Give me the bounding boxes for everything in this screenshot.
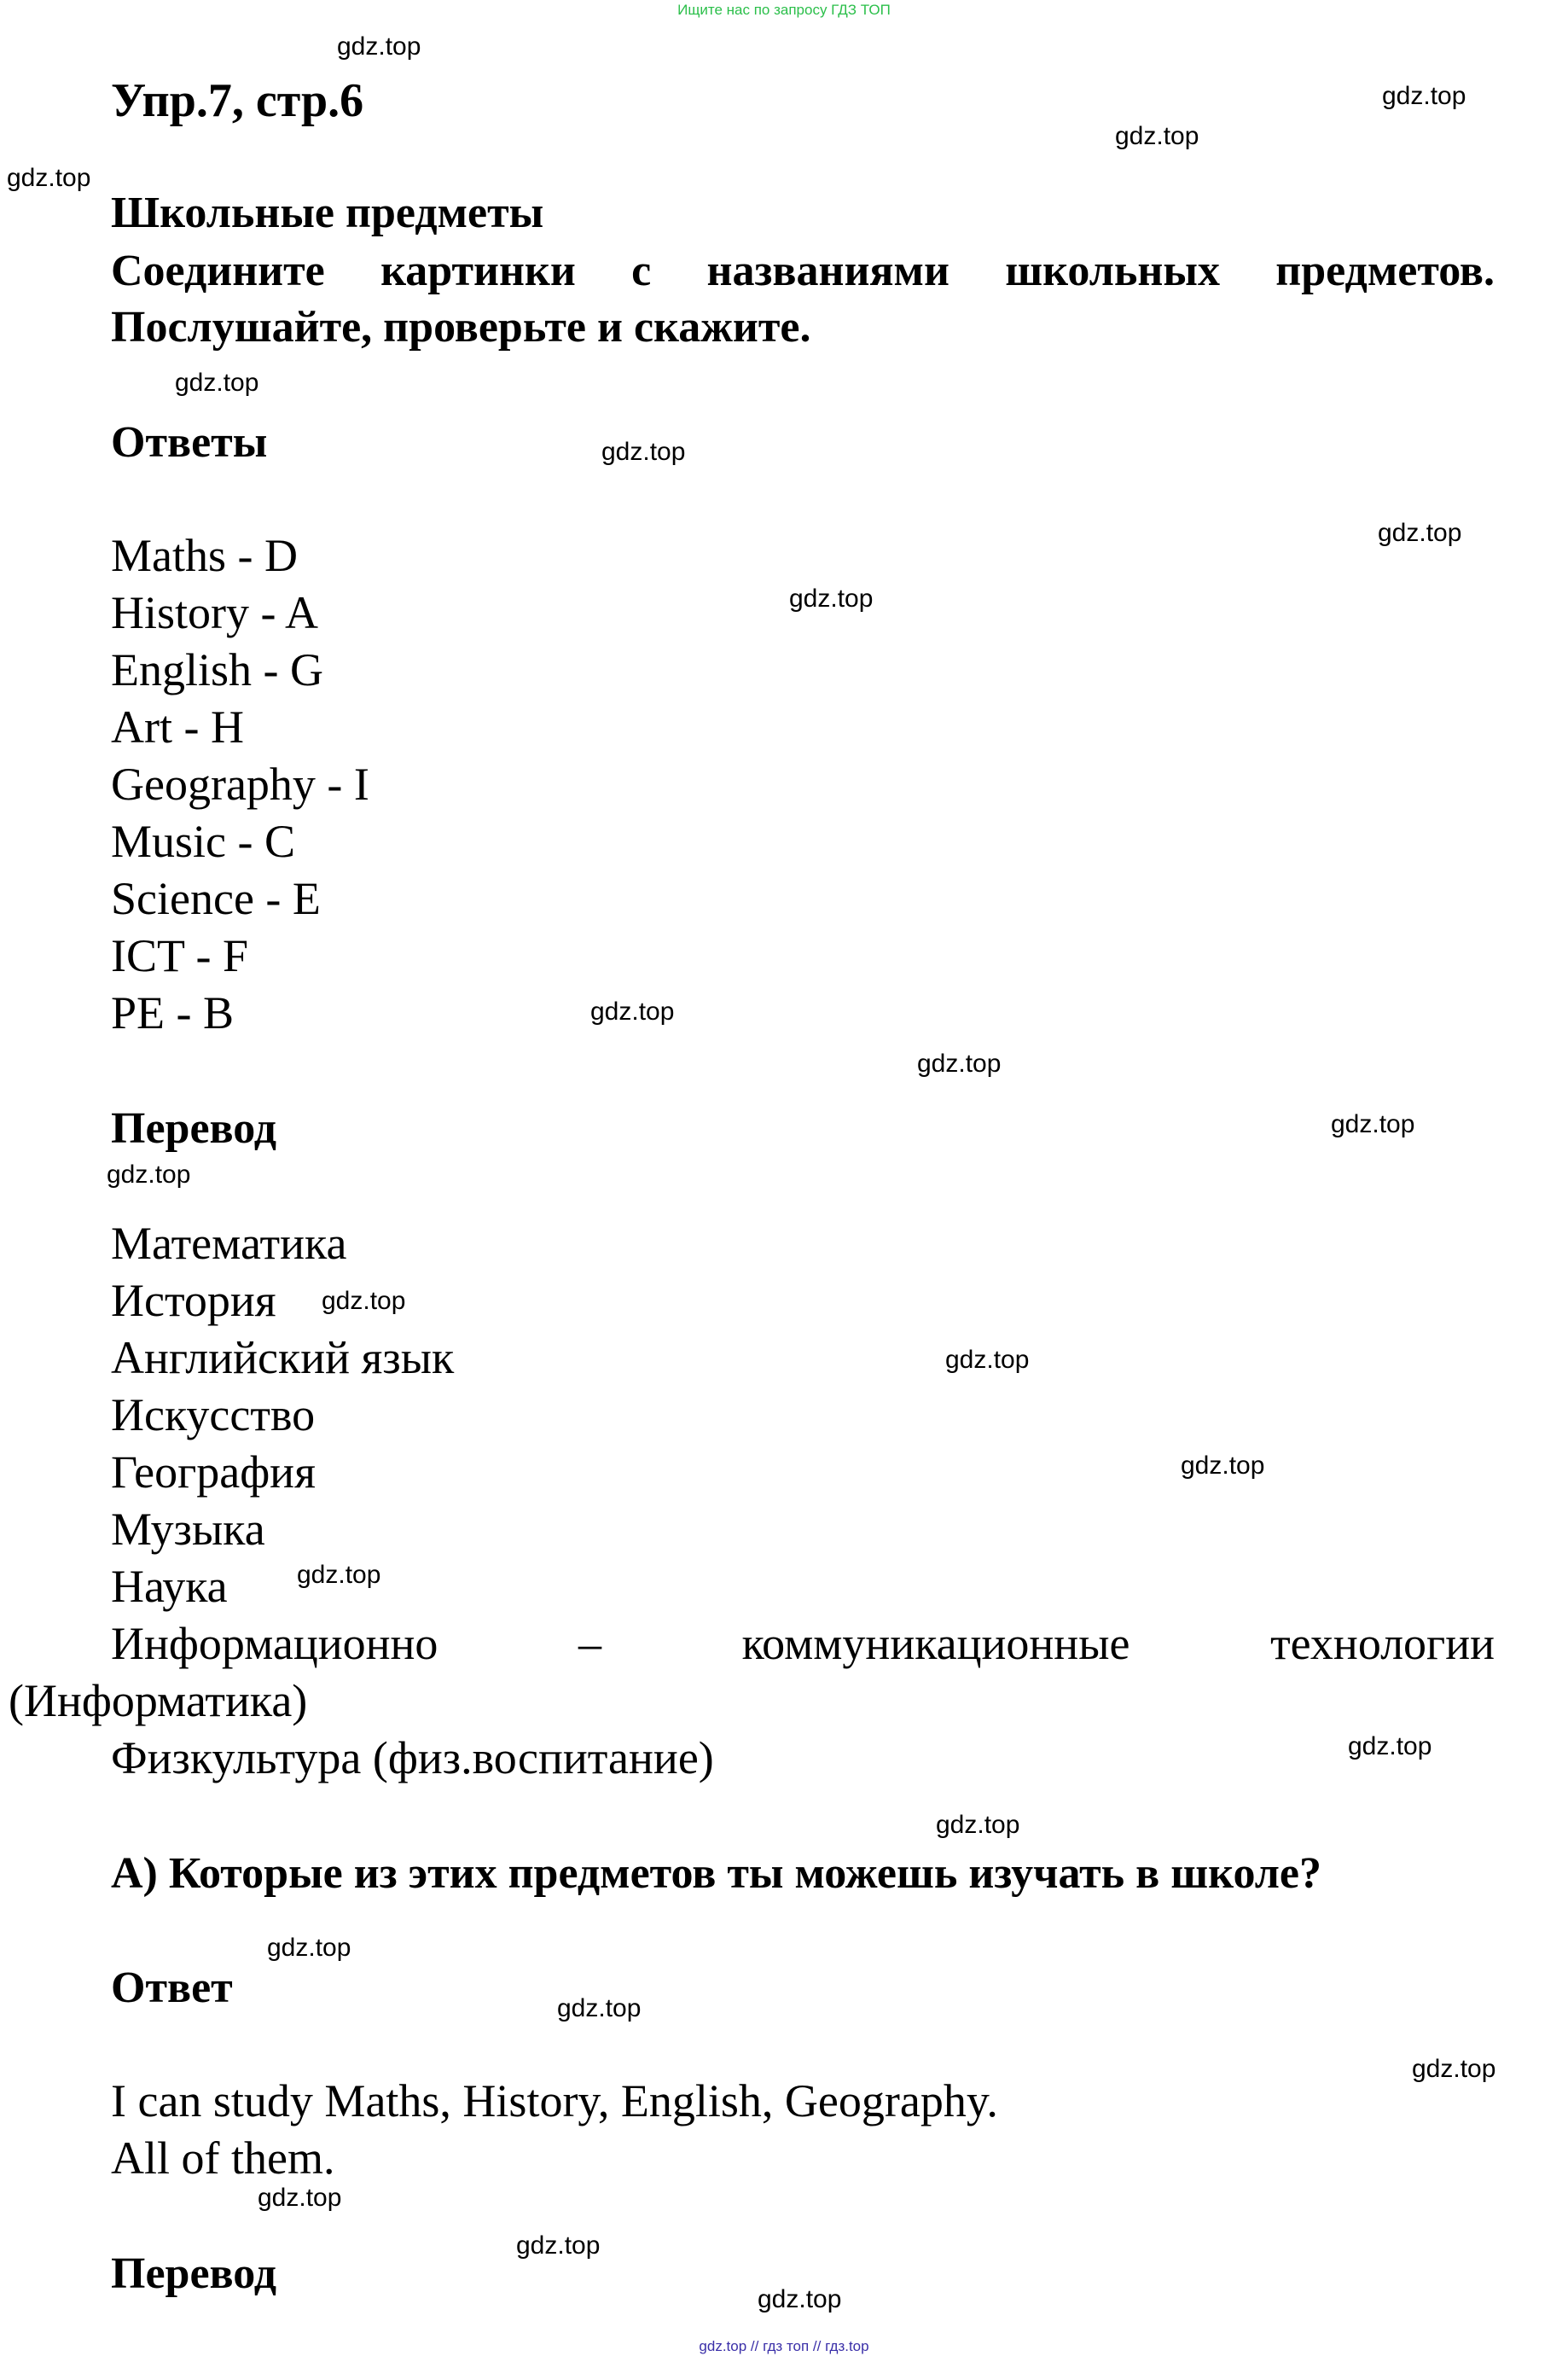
answer-item: ICT - F <box>111 930 249 981</box>
top-banner: Ищите нас по запросу ГДЗ ТОП <box>677 2 891 18</box>
answers-heading: Ответы <box>111 418 268 467</box>
translation-heading-2: Перевод <box>111 2249 277 2298</box>
watermark: gdz.top <box>107 1161 191 1189</box>
answer-item: Science - E <box>111 873 321 924</box>
instruction-word: предметов. <box>1275 247 1495 295</box>
ict-word: технологии <box>1270 1618 1495 1669</box>
watermark: gdz.top <box>175 369 259 397</box>
watermark: gdz.top <box>917 1050 1002 1078</box>
instruction-word: Соедините <box>111 247 325 295</box>
answer-item: Geography - I <box>111 759 369 810</box>
watermark: gdz.top <box>1115 122 1199 150</box>
watermark: gdz.top <box>258 2184 342 2212</box>
footer-banner: gdz.top // гдз топ // гдз.top <box>699 2338 869 2354</box>
ict-word: – <box>578 1618 602 1669</box>
page-title: Упр.7, стр.6 <box>111 74 364 127</box>
watermark: gdz.top <box>1348 1732 1432 1760</box>
answer-item: Maths - D <box>111 530 298 581</box>
question-a: A) Которые из этих предметов ты можешь изучать в школе? <box>111 1849 1322 1898</box>
watermark: gdz.top <box>1181 1452 1265 1480</box>
watermark: gdz.top <box>1412 2055 1496 2083</box>
translation-item: Английский язык <box>111 1332 455 1383</box>
translation-item: География <box>111 1446 316 1498</box>
answer-item: Art - H <box>111 701 244 753</box>
watermark: gdz.top <box>7 164 91 192</box>
pe-translation: Физкультура (физ.воспитание) <box>111 1732 714 1783</box>
answer-line: I can study Maths, History, English, Geography. <box>111 2075 998 2126</box>
ict-translation-line-2: (Информатика) <box>9 1675 308 1726</box>
translation-item: Искусство <box>111 1389 316 1440</box>
watermark: gdz.top <box>945 1346 1030 1374</box>
watermark: gdz.top <box>1331 1110 1415 1138</box>
answer-item: History - A <box>111 587 318 638</box>
instruction-line-1 <box>111 249 1495 294</box>
instruction-word: школьных <box>1005 247 1220 295</box>
translation-item: Музыка <box>111 1504 265 1555</box>
translation-heading: Перевод <box>111 1104 277 1153</box>
instruction-word: названиями <box>706 247 950 295</box>
instruction-word: картинки <box>380 247 576 295</box>
instruction-line-2: Послушайте, проверьте и скажите. <box>111 303 811 352</box>
watermark: gdz.top <box>516 2231 601 2260</box>
watermark: gdz.top <box>601 438 686 466</box>
subject-heading: Школьные предметы <box>111 189 544 237</box>
watermark: gdz.top <box>297 1561 381 1589</box>
watermark: gdz.top <box>337 32 421 61</box>
watermark: gdz.top <box>590 998 675 1026</box>
translation-item: История <box>111 1275 276 1326</box>
answer-heading: Ответ <box>111 1963 233 2012</box>
translation-item: Наука <box>111 1561 228 1612</box>
watermark: gdz.top <box>1382 82 1466 110</box>
watermark: gdz.top <box>267 1934 351 1962</box>
watermark: gdz.top <box>557 1994 642 2022</box>
watermark: gdz.top <box>936 1811 1020 1839</box>
ict-word: коммуникационные <box>741 1618 1130 1669</box>
watermark: gdz.top <box>1378 519 1462 547</box>
watermark: gdz.top <box>789 585 874 613</box>
watermark: gdz.top <box>322 1287 406 1315</box>
instruction-word: с <box>631 247 652 295</box>
answer-item: Music - C <box>111 816 295 867</box>
translation-item: Математика <box>111 1218 347 1269</box>
ict-word: Информационно <box>111 1618 438 1669</box>
ict-translation-line-1 <box>111 1620 1495 1667</box>
answer-line: All of them. <box>111 2132 335 2184</box>
answer-item: PE - B <box>111 987 235 1038</box>
answer-item: English - G <box>111 644 323 695</box>
watermark: gdz.top <box>758 2285 842 2313</box>
